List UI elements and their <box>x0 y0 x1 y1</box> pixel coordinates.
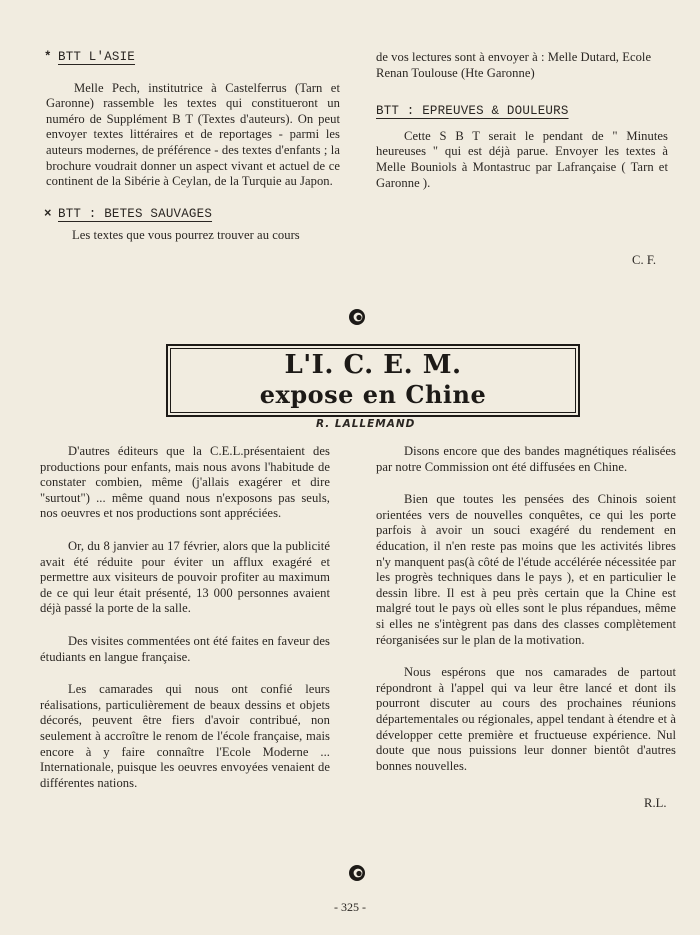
page-number: - 325 - <box>334 900 366 914</box>
article-left-column <box>40 444 330 791</box>
epreuves-text: Cette S B T serait le pendant de " Minutes heureuses " qui est déjà parue. Envoyer les textes à Melle Bouniols à Montastruc par Lafrançaise ( Tarn et Garonne ). <box>376 128 668 190</box>
article-paragraph: Disons encore que des bandes magnétiques réalisées par notre Commission ont été diffusées en Chine. <box>376 444 676 474</box>
asterisk-icon: * <box>44 50 52 64</box>
article-paragraph: Nous espérons que nos camarades de partout répondront à l'appel qui va leur être lancé et dont ils pourront discuter au cours des prochaines réunions départementales ou régionales, appel tendant à étendre et à développer cette première et fructueuse expérience. Nul doute que nous puissions leur donner bientôt d'autres bonnes nouvelles. <box>376 665 676 773</box>
article-paragraph: Des visites commentées ont été faites en faveur des étudiants en langue française. <box>40 633 330 664</box>
betes-heading: × BTT : BETES SAUVAGES <box>44 206 213 221</box>
article-author: R. LALLEMAND <box>316 418 416 430</box>
signature-rl: R.L. <box>644 796 667 810</box>
asterisk-icon: × <box>44 206 52 221</box>
top-left-column <box>44 50 340 244</box>
continuation-text: de vos lectures sont à envoyer à : Melle Dutard, Ecole Renan Toulouse (Hte Garonne) <box>376 50 652 80</box>
article-title-line2: expose en Chine <box>259 380 487 409</box>
article-title-line1: L'I. C. E. M. <box>284 350 462 380</box>
top-right-column <box>376 50 668 191</box>
epreuves-heading: BTT : EPREUVES & DOULEURS <box>376 104 569 119</box>
article-paragraph: Les camarades qui nous ont confié leurs réalisations, particulièrement de beaux dessins et objets décorés, peuvent être fiers d'avoir contribué, non seulement à accroître le renom de l'école française, mais encore à y faire connaître l'Ecole Moderne ... Internationale, puisque les oeuvres envoyées venaient de différentes nations. <box>40 682 330 790</box>
article-paragraph: Or, du 8 janvier au 17 février, alors que la publicité avait été réduite pour éviter un afflux exagéré et permettre aux visiteurs de pouvoir profiter au maximum de ce qui leur était présenté, 13 000 personnes avaient déjà passé la porte de la salle. <box>40 538 330 616</box>
icem-logo-icon <box>348 864 366 882</box>
article-title-box <box>166 344 580 417</box>
betes-text: Les textes que vous pourrez trouver au cours <box>72 228 300 243</box>
article-right-column <box>376 444 676 774</box>
article-paragraph: D'autres éditeurs que la C.E.L.présentaient des productions pour enfants, mais nous avons l'habitude de constater combien, même (j'allais exagérer et dire "surtout") ... même quand nous n'exposons pas seuls, nos oeuvres et nos productions sont appréciées. <box>40 444 330 521</box>
signature-cf: C. F. <box>632 253 657 267</box>
asie-text: Melle Pech, institutrice à Castelferrus (Tarn et Garonne) rassemble les textes qui constitueront un numéro de Supplément B T (Textes d'auteurs). On peut envoyer textes littéraires et de reportages - parmi les auteurs modernes, de préférence - des textes d'enfants ; la brochure voudrait donner un aspect vivant et actuel de ce continent de la Sibérie à Ceylan, de la Turquie au Japon. <box>46 80 340 189</box>
icem-logo-icon <box>348 308 366 326</box>
article-paragraph: Bien que toutes les pensées des Chinois soient orientées vers de nouvelles conquêtes, ce qui les porte parfois à avoir un souci exagéré du rendement en éducation, il n'en reste pas moins que les activités libres n'y manquent pas(à côté de l'étude accélérée nécessitée par les progrès techniques dans le pays ), et en particulier le dessin libre. Il est à peu près certain que la Chine est malgré tout le pays où elles sont le plus répandues, même si elles ne s'intègrent pas dans des classes complètement réorganisées sur le plan de la motivation. <box>376 492 676 647</box>
asie-heading: * BTT L'ASIE <box>44 50 136 64</box>
